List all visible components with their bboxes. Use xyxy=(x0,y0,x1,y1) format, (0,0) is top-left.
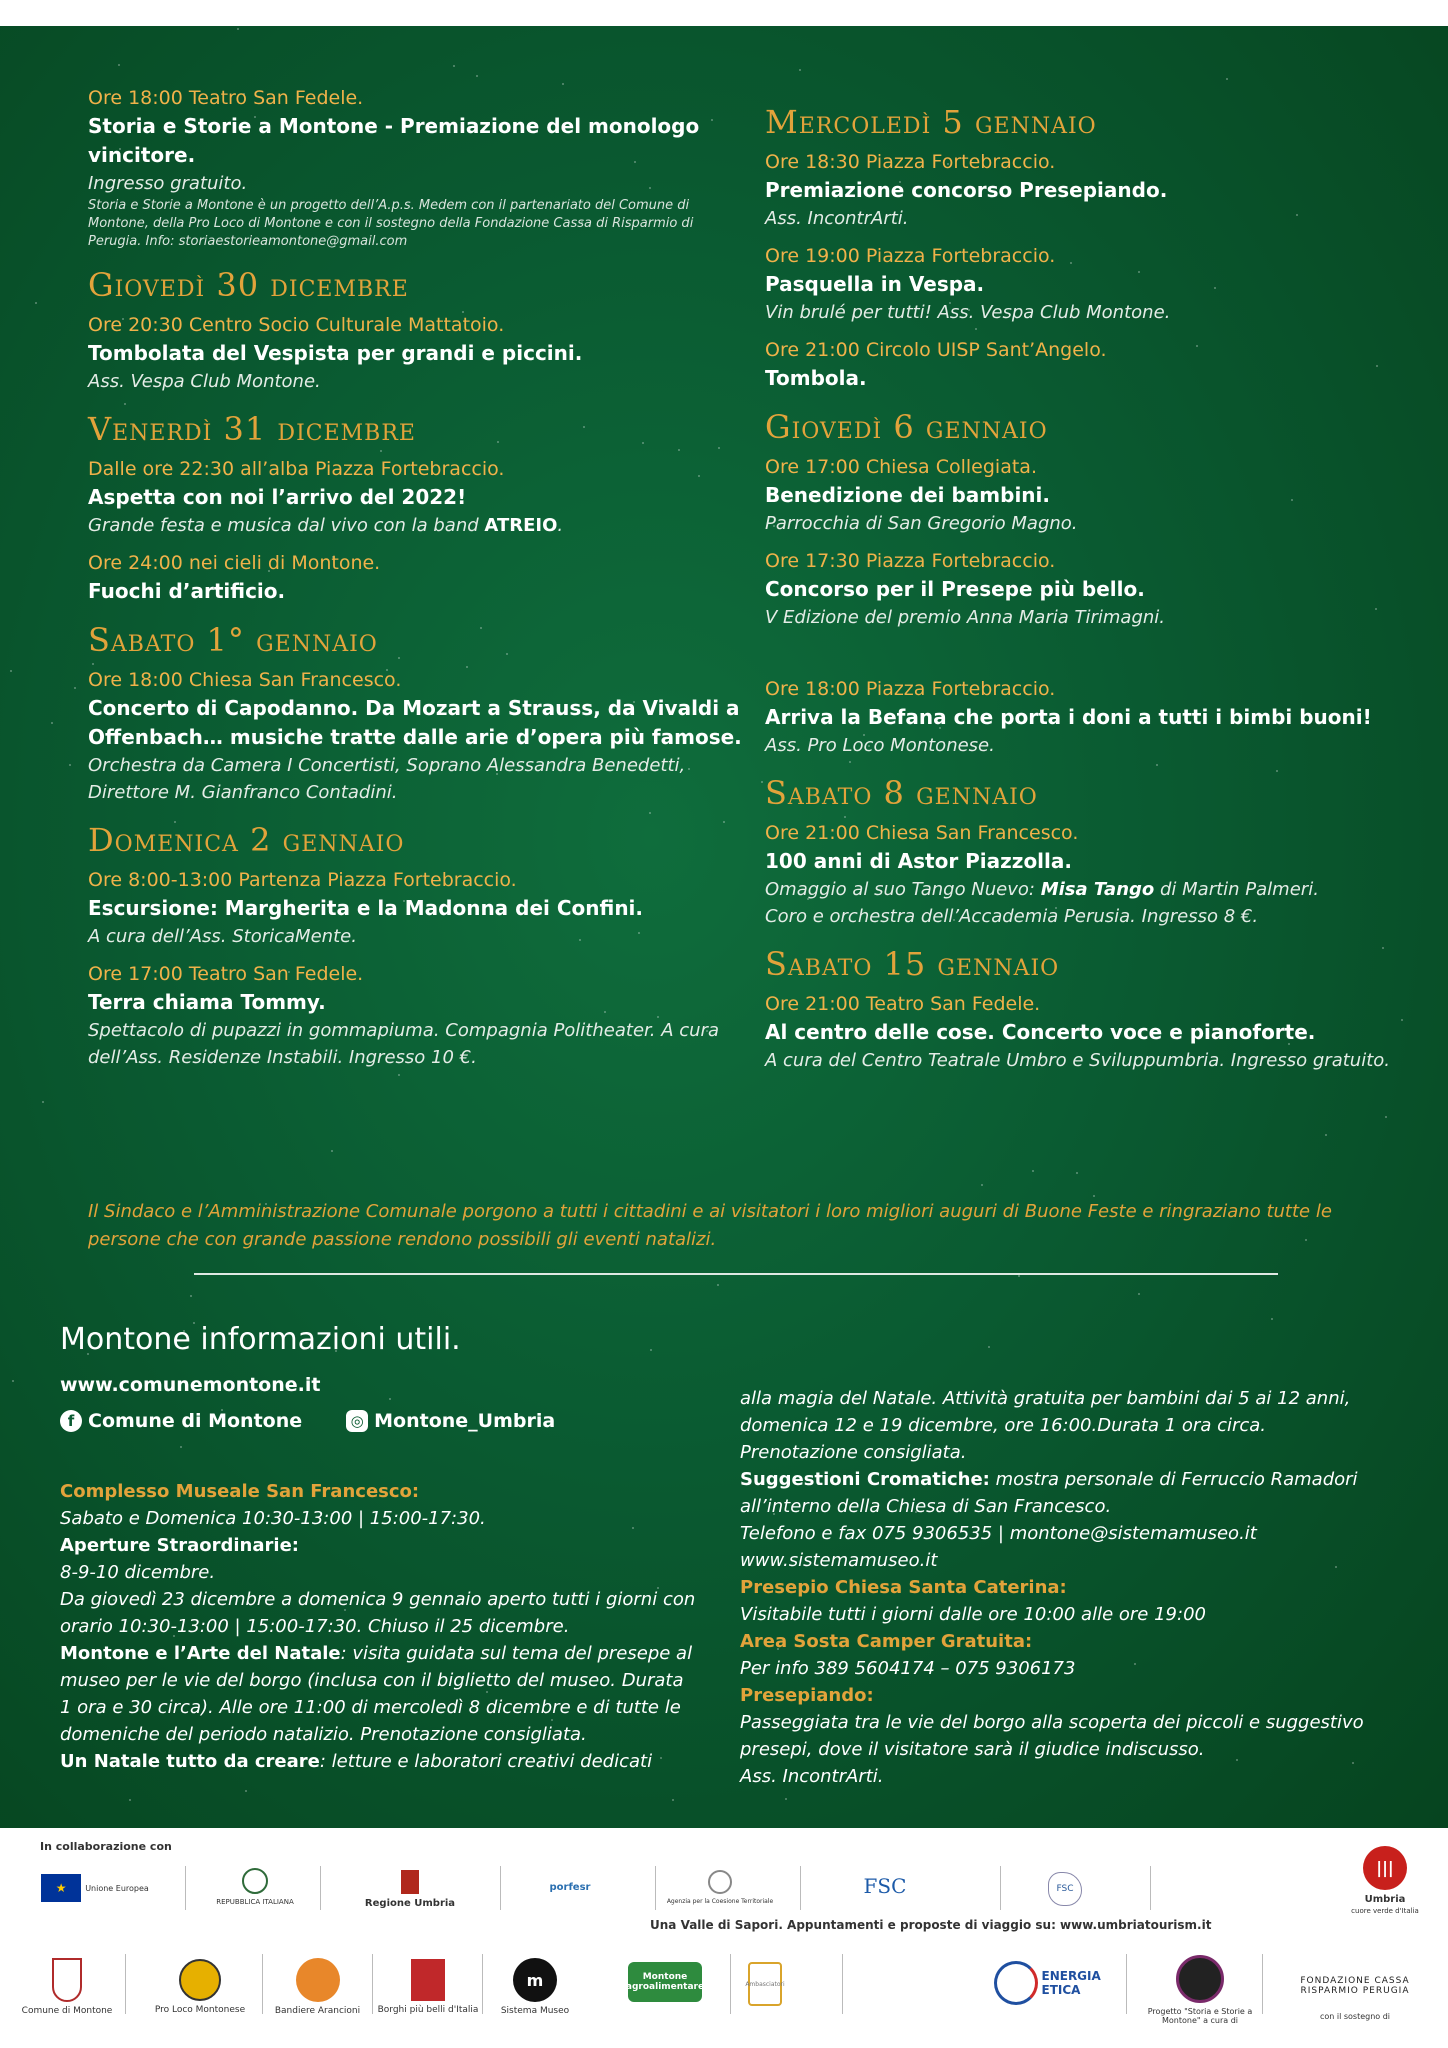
event-title: Pasquella in Vespa. xyxy=(765,272,985,296)
event xyxy=(765,819,1425,930)
museum-hours: Sabato e Domenica 10:30-13:00 | 15:00-17:30. xyxy=(60,1508,486,1529)
presepiando-text: Passeggiata tra le vie del borgo alla scoperta dei piccoli e suggestivo presepi, dove il visitatore sarà il giudice indiscusso. xyxy=(740,1712,1364,1760)
fondazione-logo xyxy=(1290,1958,1420,2038)
greeting-text: Il Sindaco e l’Amministrazione Comunale porgono a tutti i cittadini e ai visitatori i loro migliori auguri di Buone Feste e ringraziano tutte le persone che con grande passione rendono possibili gli eventi natalizi. xyxy=(88,1201,1332,1250)
work-title: Misa Tango xyxy=(1040,879,1155,900)
snow-dot xyxy=(35,302,37,304)
event-title: Terra chiama Tommy. xyxy=(88,990,326,1014)
fsc-umbria-text: FSC xyxy=(1048,1872,1082,1906)
event-time: Ore 21:00 Chiesa San Francesco. xyxy=(765,822,1079,844)
cuore-verde-text: cuore verde d'Italia xyxy=(1351,1906,1419,1915)
event-time: Ore 18:00 Chiesa San Francesco. xyxy=(88,669,402,691)
left-event-column xyxy=(88,84,748,1081)
logo-separator xyxy=(730,1954,731,2014)
snow-dot xyxy=(129,1799,131,1801)
snow-dot xyxy=(799,69,801,71)
event-title: Concerto di Capodanno. Da Mozart a Strauss, da Vivaldi a Offenbach… musiche tratte dalle arie d’opera più famose. xyxy=(88,696,742,749)
snow-dot xyxy=(672,1799,674,1801)
event-time: Ore 18:30 Piazza Fortebraccio. xyxy=(765,151,1056,173)
storia-storie-text: Progetto "Storia e Storie a Montone" a cura di xyxy=(1147,2007,1253,2025)
snow-dot xyxy=(331,1150,333,1152)
event-note: Coro e orchestra dell’Accademia Perusia. Ingresso 8 €. xyxy=(765,906,1259,927)
event-time: Ore 20:30 Centro Socio Culturale Mattatoio. xyxy=(88,314,505,336)
day-heading: Sabato 8 gennaio xyxy=(765,774,1038,812)
day-heading: Giovedì 6 gennaio xyxy=(765,408,1048,446)
contact-info: Telefono e fax 075 9306535 | montone@sistemamuseo.it xyxy=(740,1523,1257,1544)
event xyxy=(765,990,1425,1074)
event-title: Escursione: Margherita e la Madonna dei Confini. xyxy=(88,896,644,920)
logo-separator xyxy=(655,1866,656,1910)
agenzia-coesione-logo xyxy=(666,1862,774,1912)
snow-dot xyxy=(118,64,120,66)
snow-dot xyxy=(785,1798,787,1800)
note-text: di Martin Palmeri. xyxy=(1154,879,1319,900)
snow-dot xyxy=(1385,1116,1387,1118)
event-time: Ore 18:00 Teatro San Fedele. xyxy=(88,87,364,109)
camper-heading: Area Sosta Camper Gratuita: xyxy=(740,1631,1033,1652)
suggestioni-body: mostra personale di Ferruccio Ramadori all’interno della Chiesa di San Francesco. xyxy=(740,1469,1358,1517)
event-note: Orchestra da Camera I Concertisti, Soprano Alessandra Benedetti, Direttore M. Gianfranco Contadini. xyxy=(88,755,686,803)
event-title: Benedizione dei bambini. xyxy=(765,483,1050,507)
snow-dot xyxy=(1325,1134,1327,1136)
extra-openings-text: Da giovedì 23 dicembre a domenica 9 gennaio aperto tutti i giorni con orario 10:30-13:00 | 15:00-17:30. Chiuso il 25 dicembre. xyxy=(60,1589,696,1637)
day-heading: Sabato 15 gennaio xyxy=(765,945,1060,983)
sponsor-footer xyxy=(0,1828,1448,2048)
snow-dot xyxy=(12,1380,14,1382)
snow-dot xyxy=(190,1295,192,1297)
event xyxy=(765,148,1425,232)
snow-dot xyxy=(453,65,455,67)
snow-dot xyxy=(180,1446,182,1448)
snow-dot xyxy=(51,722,53,724)
event-time: Ore 19:00 Piazza Fortebraccio. xyxy=(765,245,1056,267)
storia-storie-logo xyxy=(1140,1942,1260,2038)
event-note: Ass. Vespa Club Montone. xyxy=(88,371,321,392)
suggestioni-heading: Suggestioni Cromatiche: xyxy=(740,1469,990,1490)
presepiando-heading: Presepiando: xyxy=(740,1685,874,1706)
event xyxy=(88,311,748,395)
pro-loco-text: Pro Loco Montonese xyxy=(154,2005,246,2015)
snow-dot xyxy=(1032,1170,1034,1172)
right-event-column xyxy=(765,88,1425,1084)
sistema-museo-text: Sistema Museo xyxy=(500,2006,570,2016)
snow-dot xyxy=(981,1184,983,1186)
eu-text: Unione Europea xyxy=(85,1883,149,1893)
snow-dot xyxy=(650,1349,652,1351)
note-text: Grande festa e musica dal vivo con la band xyxy=(88,515,485,536)
bandiere-arancioni-logo xyxy=(270,1942,365,2032)
suggestioni-text xyxy=(740,1466,1380,1520)
snow-dot xyxy=(761,781,763,783)
logo-separator xyxy=(1150,1866,1151,1910)
logo-separator xyxy=(842,1954,843,2014)
fsc-logo xyxy=(830,1866,940,1906)
pro-loco-logo xyxy=(150,1942,250,2032)
logo-separator xyxy=(800,1866,801,1910)
facebook-icon: f xyxy=(60,1410,82,1432)
regione-umbria-logo xyxy=(355,1864,465,1914)
snow-dot xyxy=(42,1101,44,1103)
event xyxy=(88,666,748,806)
band-name: ATREIO xyxy=(484,515,558,536)
natale-creare-body: : letture e laboratori creativi dedicati xyxy=(319,1751,653,1772)
umbria-text: Umbria xyxy=(1364,1893,1406,1905)
repubblica-text: REPUBBLICA ITALIANA xyxy=(216,1898,294,1906)
bandiere-arancioni-text: Bandiere Arancioni xyxy=(274,2006,361,2016)
borghi-text: Borghi più belli d'Italia xyxy=(377,2005,479,2015)
sostegno-text: con il sostegno di xyxy=(1319,2011,1391,2021)
snow-dot xyxy=(69,764,71,766)
event xyxy=(765,547,1425,631)
arte-natale-text xyxy=(60,1640,700,1748)
energia-etica-text: ENERGIA ETICA xyxy=(1041,1969,1101,1997)
event-title: 100 anni di Astor Piazzolla. xyxy=(765,849,1072,873)
logo-separator xyxy=(1000,1866,1001,1910)
logo-separator xyxy=(500,1866,501,1910)
presepio-heading: Presepio Chiesa Santa Caterina: xyxy=(740,1577,1067,1598)
instagram-icon: ◎ xyxy=(346,1410,368,1432)
arte-natale-body: : visita guidata sul tema del presepe al museo per le vie del borgo (inclusa con il biglietto del museo. Durata 1 ora e 30 circa). Alle ore 11:00 di mercoledì 8 dicembre e di tutte le domeniche del periodo natalizio. Prenotazione consigliata. xyxy=(60,1643,693,1745)
event-note: Spettacolo di pupazzi in gommapiuma. Compagnia Politheater. A cura dell’Ass. Residenze Instabili. Ingresso 10 €. xyxy=(88,1020,719,1068)
event-intro xyxy=(88,84,748,251)
day-heading: Domenica 2 gennaio xyxy=(88,821,405,859)
day-heading: Giovedì 30 dicembre xyxy=(88,266,409,304)
eu-logo: ★ Unione Europea xyxy=(40,1866,150,1910)
note-text: Omaggio al suo Tango Nuevo: xyxy=(765,879,1041,900)
arte-natale-heading: Montone e l’Arte del Natale xyxy=(60,1643,341,1664)
umbria-logo: ||| Umbria cuore verde d'Italia xyxy=(1350,1840,1420,1920)
event-note: Ass. Pro Loco Montonese. xyxy=(765,735,995,756)
snow-dot xyxy=(1138,1293,1140,1295)
info-right-column xyxy=(740,1385,1380,1790)
facebook-link[interactable]: Comune di Montone xyxy=(88,1410,303,1432)
event-title: Storia e Storie a Montone - Premiazione del monologo vincitore. xyxy=(88,114,700,167)
extra-openings-dates: 8-9-10 dicembre. xyxy=(60,1562,216,1583)
event-time: Ore 18:00 Piazza Fortebraccio. xyxy=(765,678,1056,700)
natale-creare-heading: Un Natale tutto da creare xyxy=(60,1751,320,1772)
event-title: Fuochi d’artificio. xyxy=(88,579,286,603)
natale-creare-text xyxy=(60,1748,700,1775)
event-note xyxy=(88,512,748,539)
day-heading: Sabato 1° gennaio xyxy=(88,621,378,659)
event xyxy=(88,960,748,1071)
event-time: Ore 21:00 Teatro San Fedele. xyxy=(765,993,1041,1015)
day-heading: Mercoledì 5 gennaio xyxy=(765,103,1097,141)
snow-dot xyxy=(476,75,478,77)
event xyxy=(88,549,748,606)
snow-dot xyxy=(1076,1172,1078,1174)
collab-label: In collaborazione con xyxy=(40,1840,172,1853)
event-note: Parrocchia di San Gregorio Magno. xyxy=(765,513,1078,534)
ambasciatori-text: Ambasciatori xyxy=(748,1962,782,2006)
camper-text: Per info 389 5604174 – 075 9306173 xyxy=(740,1658,1076,1679)
event-title: Concorso per il Presepe più bello. xyxy=(765,577,1145,601)
logo-separator xyxy=(1262,1954,1263,2014)
event-note: Ingresso gratuito. xyxy=(88,173,248,194)
montone-agroalimentare-logo xyxy=(620,1954,710,2010)
event xyxy=(88,866,748,950)
ambasciatori-logo xyxy=(735,1954,795,2014)
snow-dot xyxy=(1226,78,1228,80)
event-time: Ore 17:00 Chiesa Collegiata. xyxy=(765,456,1037,478)
logo-separator xyxy=(320,1866,321,1910)
snow-dot xyxy=(237,28,239,30)
event-title: Aspetta con noi l’arrivo del 2022! xyxy=(88,485,467,509)
logo-separator xyxy=(372,1954,373,2014)
porfesr-text: porfesr xyxy=(549,1881,591,1893)
instagram-link[interactable]: Montone_Umbria xyxy=(374,1410,556,1432)
fondazione-text: FONDAZIONE CASSA RISPARMIO PERUGIA xyxy=(1300,1975,1410,1996)
regione-umbria-text: Regione Umbria xyxy=(364,1897,456,1909)
event xyxy=(765,453,1425,537)
event-title: Arriva la Befana che porta i doni a tutti i bimbi buoni! xyxy=(765,705,1372,729)
website-link[interactable]: www.comunemontone.it xyxy=(60,1374,321,1396)
snow-dot xyxy=(717,1284,719,1286)
comune-montone-text: Comune di Montone xyxy=(21,2006,113,2016)
event xyxy=(765,336,1425,393)
event-time: Ore 21:00 Circolo UISP Sant’Angelo. xyxy=(765,339,1107,361)
sistema-museo-logo: m Sistema Museo xyxy=(490,1942,580,2032)
fsc-text: FSC xyxy=(863,1874,907,1898)
presepio-text: Visitabile tutti i giorni dalle ore 10:00 alle ore 19:00 xyxy=(740,1604,1206,1625)
logo-separator xyxy=(185,1866,186,1910)
info-left-column xyxy=(60,1478,700,1775)
logo-separator xyxy=(1126,1954,1127,2014)
montone-agro-text: Montone agroalimentare xyxy=(628,1962,702,2002)
fsc-umbria-logo xyxy=(1025,1864,1105,1914)
info-title: Montone informazioni utili. xyxy=(60,1322,461,1357)
event-small-note: Storia e Storie a Montone è un progetto dell’A.p.s. Medem con il partenariato del Comune di Montone, della Pro Loco di Montone e con il sostegno della Fondazione Cassa di Risparmio di Perugia. Info: storiaestorieamontone@gmail.com xyxy=(88,198,694,249)
valle-sapori-text: Una Valle di Sapori. Appuntamenti e proposte di viaggio su: www.umbriatourism.it xyxy=(650,1918,1212,1932)
divider xyxy=(194,1273,1278,1275)
borghi-logo xyxy=(378,1942,478,2032)
event xyxy=(88,455,748,539)
event-note: Vin brulé per tutti! Ass. Vespa Club Montone. xyxy=(765,302,1171,323)
event-time: Ore 17:30 Piazza Fortebraccio. xyxy=(765,550,1056,572)
logo-separator xyxy=(482,1954,483,2014)
natale-creare-continued: alla magia del Natale. Attività gratuita per bambini dai 5 ai 12 anni, domenica 12 e 19 dicembre, ore 16:00.Durata 1 ora circa. Prenotazione consigliata. xyxy=(740,1388,1351,1463)
event-note: A cura del Centro Teatrale Umbro e Sviluppumbria. Ingresso gratuito. xyxy=(765,1050,1390,1071)
snow-dot xyxy=(1271,1318,1273,1320)
event-note: A cura dell’Ass. StoricaMente. xyxy=(88,926,357,947)
event-time: Dalle ore 22:30 all’alba Piazza Fortebraccio. xyxy=(88,458,505,480)
museum-heading: Complesso Museale San Francesco: xyxy=(60,1481,420,1502)
event-title: Tombolata del Vespista per grandi e piccini. xyxy=(88,341,583,365)
agenzia-coesione-text: Agenzia per la Coesione Territoriale xyxy=(666,1897,774,1905)
presepiando-ass: Ass. IncontrArti. xyxy=(740,1766,884,1787)
porfesr-logo xyxy=(530,1862,610,1912)
event xyxy=(765,242,1425,326)
comune-montone-logo xyxy=(22,1942,112,2032)
snow-dot xyxy=(245,1790,247,1792)
event-note: V Edizione del premio Anna Maria Tirimagni. xyxy=(765,607,1166,628)
event-note xyxy=(765,876,1425,903)
day-heading: Venerdì 31 dicembre xyxy=(88,410,416,448)
snow-dot xyxy=(10,670,12,672)
event-time: Ore 17:00 Teatro San Fedele. xyxy=(88,963,364,985)
event xyxy=(765,675,1425,759)
snow-dot xyxy=(988,1346,990,1348)
event-time: Ore 8:00-13:00 Partenza Piazza Fortebraccio. xyxy=(88,869,517,891)
extra-openings-heading: Aperture Straordinarie: xyxy=(60,1535,299,1556)
logo-separator xyxy=(125,1954,126,2014)
logo-separator xyxy=(262,1954,263,2014)
repubblica-logo xyxy=(215,1862,295,1912)
event-note: Ass. IncontrArti. xyxy=(765,208,909,229)
event-title: Al centro delle cose. Concerto voce e pianoforte. xyxy=(765,1020,1316,1044)
snow-dot xyxy=(389,1398,391,1400)
energia-etica-logo xyxy=(990,1948,1115,2018)
note-text: . xyxy=(557,515,564,536)
event-title: Tombola. xyxy=(765,366,867,390)
sistemamuseo-link[interactable]: www.sistemamuseo.it xyxy=(740,1550,938,1571)
event-title: Premiazione concorso Presepiando. xyxy=(765,178,1168,202)
snow-dot xyxy=(74,687,76,689)
social-links xyxy=(60,1410,555,1432)
snow-dot xyxy=(1018,1275,1020,1277)
snow-dot xyxy=(1093,1195,1095,1197)
event-time: Ore 24:00 nei cieli di Montone. xyxy=(88,552,381,574)
